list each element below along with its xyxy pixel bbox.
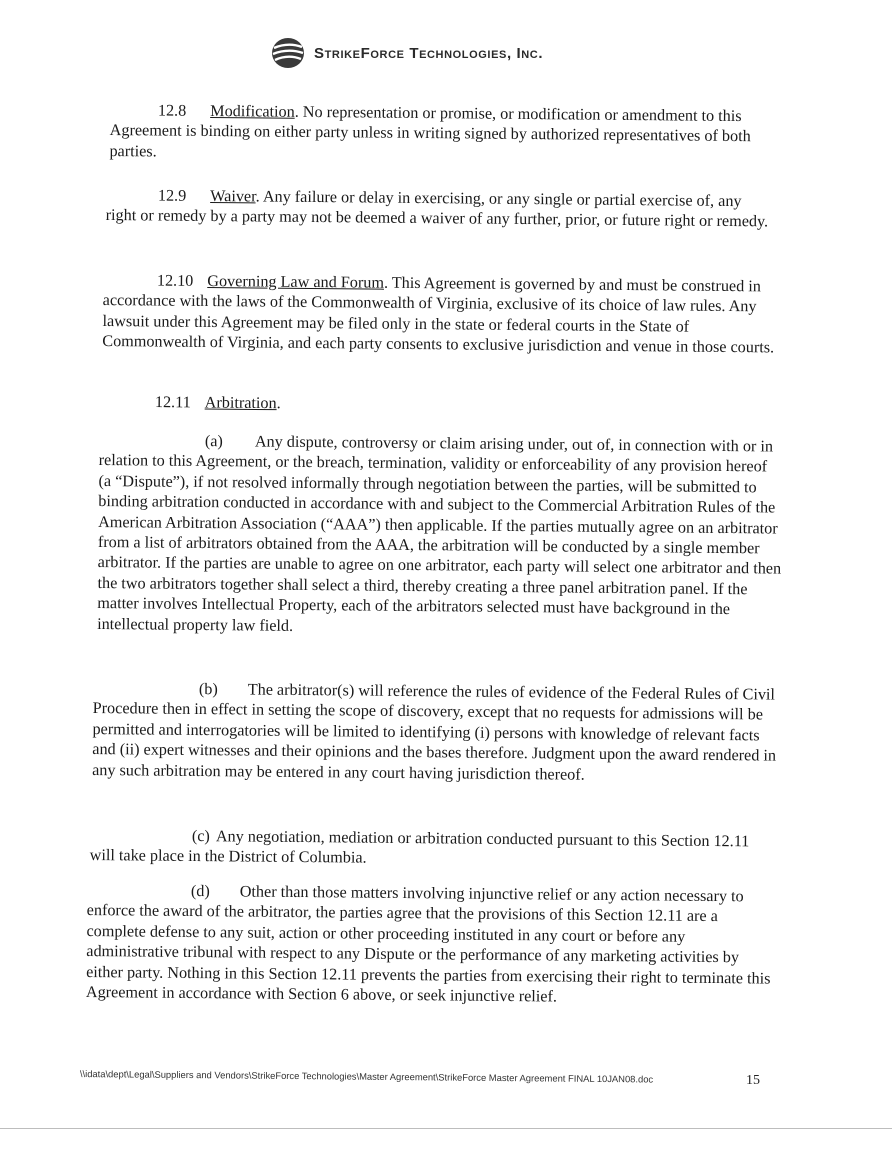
subsection-text: Any negotiation, mediation or arbitration conducted pursuant to this Section 12.11 will take place in the District of Columbia. <box>89 827 750 868</box>
footer-file-path: \\idata\dept\Legal\Suppliers and Vendors\StrikeForce Technologies\Master Agreement\StrikeForce Master Agreement FINAL 10JAN08.doc <box>79 1068 654 1085</box>
subsection-label: (b) <box>198 680 218 699</box>
company-name: StrikeForce Technologies, Inc. <box>314 44 544 62</box>
section-text: . No representation or promise, or modification or amendment to this Agreement is binding on either party unless in writing signed by authorized representatives of both parties. <box>109 102 751 161</box>
section-12-11-heading <box>155 392 455 415</box>
strikeforce-logo-icon <box>270 36 306 70</box>
subsection-text: Other than those matters involving injunctive relief or any action necessary to enforce the award of the arbitrator, the parties agree that the provisions of this Section 12.11 are a complete defense to any suit, action or other proceeding instituted in any court or before any administrative tribunal with respect to any Dispute or the performance of any marketing activities by either party. Nothing in this Section 12.11 prevents the parties from exercising their right to terminate this Agreement in accordance with Section 6 above, or seek injunctive relief. <box>85 882 771 1006</box>
letterhead <box>270 36 543 70</box>
subsection-text: Any dispute, controversy or claim arising under, out of, in connection with or in relation to this Agreement, or the breach, termination, validity or enforceability of any provision hereof (a “Dispute”), if not resolved informally through negotiation between the parties, will be submitted to binding arbitration conducted in accordance with and subject to the Commercial Arbitration Rules of the American Arbitration Association (“AAA”) then applicable. If the parties mutually agree on an arbitrator from a list of arbitrators obtained from the AAA, the arbitration will be conducted by a single member arbitrator. If the parties are unable to agree on one arbitrator, each party will select one arbitrator and then the two arbitrators together shall select a third, thereby creating a three panel arbitration panel. If the matter involves Intellectual Property, each of the arbitrators selected must have background in the intellectual property law field. <box>97 432 782 635</box>
subsection-text: The arbitrator(s) will reference the rules of evidence of the Federal Rules of Civil Procedure then in effect in setting the scope of discovery, except that no requests for admissions will be permitted and interrogatories will be limited to identifying (i) persons with knowledge of relevant facts and (ii) expert witnesses and their opinions and the bases therefore. Judgment upon the award rendered in any such arbitration may be entered in any court having jurisdiction thereof. <box>92 680 777 784</box>
subsection-label: (c) <box>191 826 210 846</box>
subsection-label: (a) <box>204 432 223 451</box>
section-text: . This Agreement is governed by and must be construed in accordance with the laws of the Commonwealth of Virginia, exclusive of its choice of law rules. Any lawsuit under this Agreement may be filed only in the state or federal courts in the State of Commonwealth of Virginia, and each party consents to exclusive jurisdiction and venue in those courts. <box>102 273 775 357</box>
section-title: Arbitration <box>204 393 277 413</box>
subsection-a <box>97 430 783 641</box>
subsection-label: (d) <box>190 881 210 901</box>
page-number: 15 <box>746 1073 760 1088</box>
section-12-10 <box>102 270 785 358</box>
subsection-b <box>92 678 777 787</box>
section-number: 12.8 <box>157 101 187 120</box>
section-12-9 <box>106 185 776 232</box>
section-number: 12.11 <box>154 392 191 412</box>
section-text: . Any failure or delay in exercising, or any single or partial exercise of, any right or remedy by a party may not be deemed a waiver of any further, prior, or future right or remedy. <box>105 187 769 231</box>
page-bottom-divider <box>0 1128 892 1129</box>
section-12-8 <box>109 100 775 168</box>
subsection-c <box>90 825 774 872</box>
section-number: 12.10 <box>156 271 194 290</box>
section-title: Modification <box>210 101 295 121</box>
section-title: Governing Law and Forum <box>207 272 385 292</box>
section-title-period: . <box>276 394 281 413</box>
section-title: Waiver <box>210 187 256 206</box>
subsection-d <box>86 880 775 1009</box>
section-number: 12.9 <box>157 186 187 205</box>
